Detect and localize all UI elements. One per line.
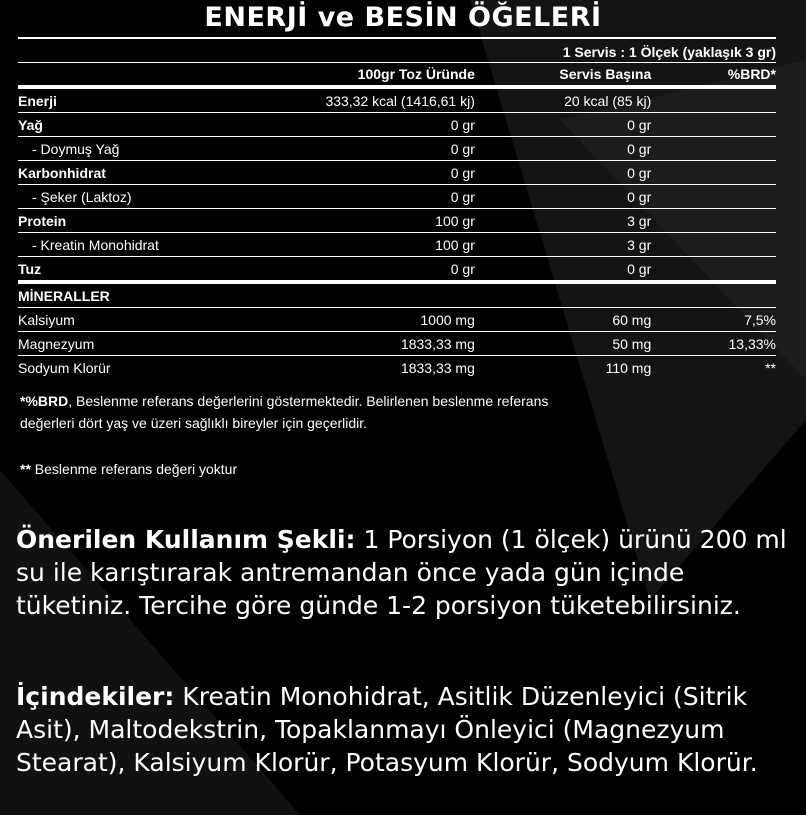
table-header [18, 63, 776, 88]
ingredients-label: İçindekiler: [16, 682, 175, 711]
header-col-brd: %BRD* [651, 63, 776, 88]
footnotes [20, 390, 790, 480]
table-row: Yağ 0 gr 0 gr [18, 113, 776, 137]
table-row: Enerji 333,32 kcal (1416,61 kj) 20 kcal (85 kj) [18, 87, 776, 113]
minerals-heading: MİNERALLER [18, 282, 776, 308]
reference-note: ** Beslenme referans değeri yoktur [20, 461, 238, 477]
table-row: - Doymuş Yağ 0 gr 0 gr [18, 137, 776, 161]
table-row: Protein 100 gr 3 gr [18, 209, 776, 233]
serving-size: 1 Servis : 1 Ölçek (yaklaşık 3 gr) [18, 41, 776, 63]
usage-paragraph [16, 523, 796, 622]
minerals-heading-row [18, 282, 776, 308]
brd-note-2: değerleri dört yaş ve üzeri sağlıklı bireyler için geçerlidir. [20, 415, 368, 431]
usage-text: 1 Porsiyon (1 ölçek) ürünü 200 ml su ile karıştırarak antremandan önce yada gün içinde tüketiniz. Tercihe göre günde 1-2 porsiyon tüketebilirsiniz. [16, 525, 787, 620]
table-row: Sodyum Klorür 1833,33 mg 110 mg ** [18, 359, 776, 376]
table-row: Karbonhidrat 0 gr 0 gr [18, 161, 776, 185]
table-row: Kalsiyum 1000 mg 60 mg 7,5% [18, 308, 776, 332]
header-col-0 [18, 63, 306, 88]
ingredients-paragraph [16, 680, 796, 779]
nutrition-table [18, 37, 776, 379]
table-row: - Kreatin Monohidrat 100 gr 3 gr [18, 233, 776, 257]
header-col-per100: 100gr Toz Üründe [306, 63, 475, 88]
ingredients-text: Kreatin Monohidrat, Asitlik Düzenleyici (Sitrik Asit), Maltodekstrin, Topaklanmayı Önleyici (Magnezyum Stearat), Kalsiyum Klorür, Potasyum Klorür, Sodyum Klorür. [16, 682, 758, 777]
brd-note: *%BRD, Beslenme referans değerlerini göstermektedir. Belirlenen beslenme referans [20, 393, 549, 409]
panel-title: ENERJİ ve BESİN ÖĞELERİ [204, 2, 602, 33]
table-row: - Şeker (Laktoz) 0 gr 0 gr [18, 185, 776, 209]
table-row: Magnezyum 1833,33 mg 50 mg 13,33% [18, 332, 776, 356]
usage-label: Önerilen Kullanım Şekli: [16, 525, 356, 554]
header-col-serving: Servis Başına [475, 63, 651, 88]
table-row: Tuz 0 gr 0 gr [18, 257, 776, 283]
